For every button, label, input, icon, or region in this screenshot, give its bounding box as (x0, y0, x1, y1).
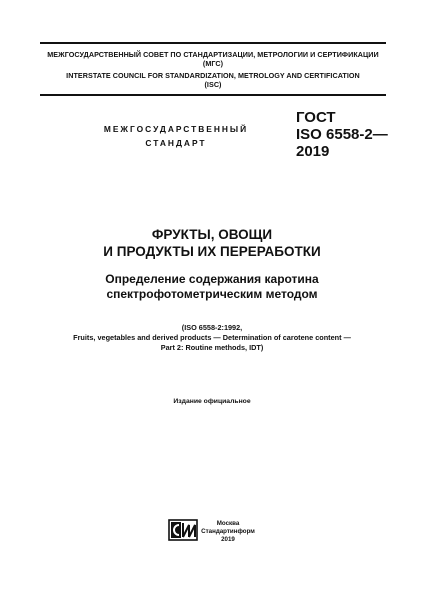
designation-line1: ГОСТ (296, 109, 336, 126)
designation-line2: ISO 6558-2— (296, 126, 388, 143)
document-title (20, 226, 404, 260)
edition-label: Издание официальное (173, 398, 251, 405)
council-abbr-en: (ISC) (204, 80, 222, 89)
publisher-name: Стандартинформ (201, 528, 255, 535)
subtitle-line1: Определение содержания каротина (105, 272, 319, 286)
title-line2: И ПРОДУКТЫ ИХ ПЕРЕРАБОТКИ (103, 244, 321, 259)
publisher-block (198, 520, 258, 544)
subtitle-line2: спектрофотометрическим методом (106, 287, 318, 301)
standartinform-logo-icon (168, 519, 198, 541)
standard-type-line1: МЕЖГОСУДАРСТВЕННЫЙ (103, 124, 249, 134)
standard-type (88, 122, 264, 150)
publisher-city: Москва (216, 520, 240, 527)
council-name-ru-line: МЕЖГОСУДАРСТВЕННЫЙ СОВЕТ ПО СТАНДАРТИЗАЦИИ, МЕТРОЛОГИИ И СЕРТИФИКАЦИИ (47, 50, 379, 59)
publisher-year: 2019 (221, 536, 235, 543)
iso-reference (20, 323, 404, 353)
header-top-rule (40, 42, 386, 44)
council-name-en (40, 71, 386, 89)
council-abbr-ru: (МГС) (202, 59, 224, 68)
iso-reference-line1: (ISO 6558-2:1992, (181, 323, 243, 332)
title-line1: ФРУКТЫ, ОВОЩИ (151, 227, 273, 242)
document-subtitle (20, 272, 404, 302)
iso-reference-line2: Fruits, vegetables and derived products — Determination of carotene content — (73, 333, 351, 342)
council-name-en-line: INTERSTATE COUNCIL FOR STANDARDIZATION, METROLOGY AND CERTIFICATION (66, 71, 360, 80)
council-name-ru (40, 50, 386, 68)
standard-designation (296, 109, 388, 160)
standard-type-line2: СТАНДАРТ (145, 138, 207, 148)
designation-line3: 2019 (296, 143, 330, 160)
iso-reference-line3: Part 2: Routine methods, IDT) (160, 343, 264, 352)
header-bottom-rule (40, 94, 386, 96)
